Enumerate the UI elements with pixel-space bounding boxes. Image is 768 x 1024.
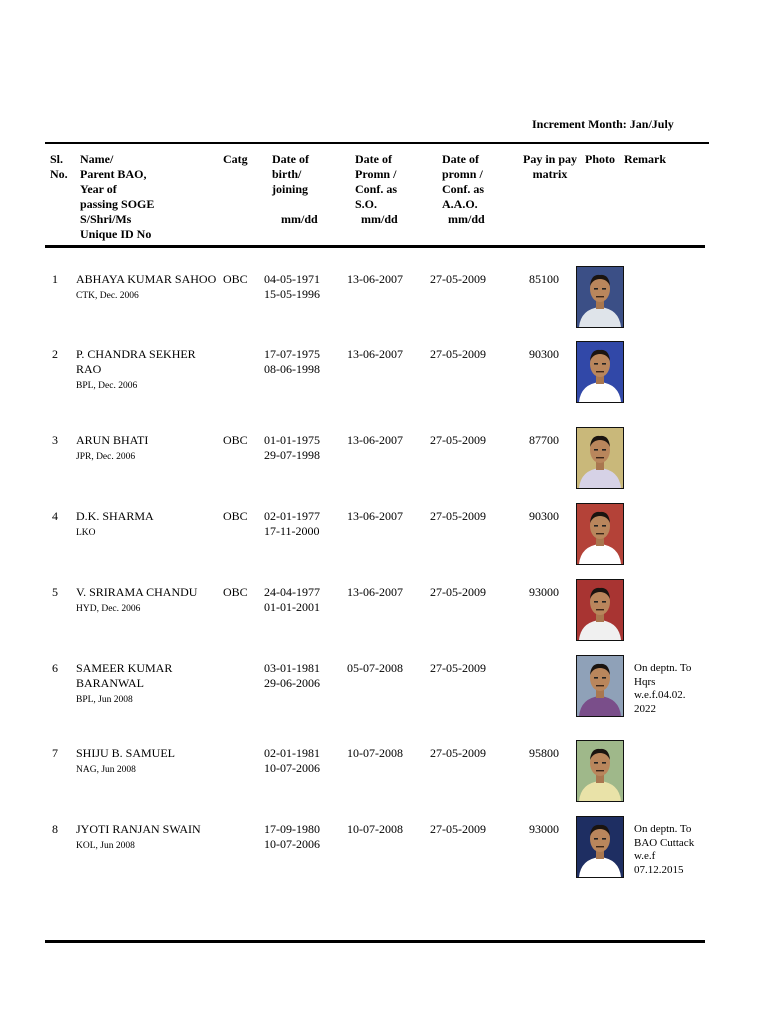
- row-sl-no: 4: [52, 509, 58, 523]
- row-sl-no: 6: [52, 661, 58, 675]
- officer-name: JYOTI RANJAN SWAIN: [76, 822, 201, 836]
- row-catg: OBC: [223, 272, 248, 286]
- row-sl-no: 7: [52, 746, 58, 760]
- row-dates: [264, 746, 320, 776]
- row-date-so: 13-06-2007: [347, 509, 403, 523]
- row-date-so: 05-07-2008: [347, 661, 403, 675]
- row-dates: [264, 585, 320, 615]
- header-catg: Catg: [223, 152, 248, 166]
- officer-photo: [576, 816, 624, 878]
- header-photo: Photo: [585, 152, 615, 166]
- row-dates: [264, 433, 320, 463]
- header-pay-matrix: Pay in pay matrix: [522, 152, 577, 181]
- header-sl-no: Sl. No.: [50, 152, 68, 181]
- header-date-promn-so: Date of Promn / Conf. as S.O. mm/dd: [355, 152, 398, 226]
- row-sl-no: 2: [52, 347, 58, 361]
- parent-bao: CTK, Dec. 2006: [76, 291, 139, 301]
- date-of-joining: 17-11-2000: [264, 524, 320, 538]
- date-of-joining: 10-07-2006: [264, 837, 320, 851]
- row-date-aao: 27-05-2009: [430, 433, 486, 447]
- officer-name: ARUN BHATI: [76, 433, 149, 447]
- officer-row: [0, 503, 768, 583]
- header-bottom-rule: [45, 245, 705, 248]
- header-top-rule: [45, 142, 709, 144]
- row-remark: On deptn. To BAO Cuttack w.e.f 07.12.2015: [634, 823, 695, 876]
- row-sl-no: 5: [52, 585, 58, 599]
- row-date-aao: 27-05-2009: [430, 822, 486, 836]
- row-dates: [264, 661, 320, 691]
- portrait-icon: [577, 428, 623, 488]
- officer-row: [0, 341, 768, 421]
- header-name: Name/ Parent BAO, Year of passing SOGE S/Shri/Ms Unique ID No: [80, 152, 155, 241]
- row-pay: 85100: [529, 272, 559, 286]
- officer-name: SAMEER KUMAR BARANWAL: [76, 661, 173, 690]
- date-of-joining: 10-07-2006: [264, 761, 320, 775]
- portrait-icon: [577, 342, 623, 402]
- parent-bao: KOL, Jun 2008: [76, 841, 135, 851]
- row-dates: [264, 822, 320, 852]
- officer-photo: [576, 341, 624, 403]
- date-of-birth: 02-01-1981: [264, 746, 320, 760]
- footer-rule: [45, 940, 705, 943]
- row-name-cell: [76, 272, 222, 304]
- row-date-so: 13-06-2007: [347, 585, 403, 599]
- officer-name: D.K. SHARMA: [76, 509, 154, 523]
- officer-row: [0, 266, 768, 346]
- date-of-joining: 15-05-1996: [264, 287, 320, 301]
- row-name-cell: [76, 585, 222, 617]
- parent-bao: LKO: [76, 528, 96, 538]
- date-of-birth: 17-07-1975: [264, 347, 320, 361]
- row-name-cell: [76, 433, 222, 465]
- row-date-aao: 27-05-2009: [430, 347, 486, 361]
- row-pay: 90300: [529, 509, 559, 523]
- officer-row: [0, 427, 768, 507]
- date-of-birth: 03-01-1981: [264, 661, 320, 675]
- row-sl-no: 8: [52, 822, 58, 836]
- row-name-cell: [76, 509, 222, 541]
- row-catg: OBC: [223, 509, 248, 523]
- officer-name: ABHAYA KUMAR SAHOO: [76, 272, 217, 286]
- date-of-joining: 01-01-2001: [264, 600, 320, 614]
- officer-photo: [576, 579, 624, 641]
- parent-bao: BPL, Jun 2008: [76, 695, 133, 705]
- parent-bao: BPL, Dec. 2006: [76, 381, 138, 391]
- date-of-birth: 24-04-1977: [264, 585, 320, 599]
- row-pay: 95800: [529, 746, 559, 760]
- row-pay: 87700: [529, 433, 559, 447]
- date-of-joining: 29-06-2006: [264, 676, 320, 690]
- portrait-icon: [577, 741, 623, 801]
- increment-month: Increment Month: Jan/July: [532, 117, 674, 131]
- officer-row: [0, 740, 768, 820]
- officer-photo: [576, 427, 624, 489]
- row-date-aao: 27-05-2009: [430, 661, 486, 675]
- portrait-icon: [577, 267, 623, 327]
- portrait-icon: [577, 504, 623, 564]
- row-date-so: 10-07-2008: [347, 746, 403, 760]
- officer-photo: [576, 266, 624, 328]
- portrait-icon: [577, 817, 623, 877]
- officer-row: [0, 579, 768, 659]
- row-pay: 93000: [529, 822, 559, 836]
- date-of-birth: 04-05-1971: [264, 272, 320, 286]
- officer-row: [0, 816, 768, 896]
- row-name-cell: [76, 347, 222, 394]
- date-of-birth: 02-01-1977: [264, 509, 320, 523]
- row-sl-no: 1: [52, 272, 58, 286]
- row-date-so: 13-06-2007: [347, 433, 403, 447]
- parent-bao: JPR, Dec. 2006: [76, 452, 136, 462]
- header-date-of-birth: Date of birth/ joining mm/dd: [272, 152, 318, 226]
- officer-name: V. SRIRAMA CHANDU: [76, 585, 198, 599]
- row-pay: 93000: [529, 585, 559, 599]
- officer-photo: [576, 655, 624, 717]
- row-catg: OBC: [223, 585, 248, 599]
- header-date-promn-aao: Date of promn / Conf. as A.A.O. mm/dd: [442, 152, 485, 226]
- row-date-aao: 27-05-2009: [430, 746, 486, 760]
- header-remark: Remark: [624, 152, 666, 166]
- row-dates: [264, 509, 320, 539]
- date-of-joining: 29-07-1998: [264, 448, 320, 462]
- row-pay: 90300: [529, 347, 559, 361]
- date-of-birth: 01-01-1975: [264, 433, 320, 447]
- officer-photo: [576, 503, 624, 565]
- portrait-icon: [577, 580, 623, 640]
- row-date-aao: 27-05-2009: [430, 272, 486, 286]
- row-name-cell: [76, 661, 222, 708]
- officer-row: [0, 655, 768, 735]
- row-name-cell: [76, 746, 222, 778]
- row-name-cell: [76, 822, 222, 854]
- portrait-icon: [577, 656, 623, 716]
- parent-bao: NAG, Jun 2008: [76, 765, 136, 775]
- row-remark: On deptn. To Hqrs w.e.f.04.02. 2022: [634, 662, 692, 715]
- row-date-aao: 27-05-2009: [430, 585, 486, 599]
- row-dates: [264, 272, 320, 302]
- row-date-so: 13-06-2007: [347, 347, 403, 361]
- row-dates: [264, 347, 320, 377]
- officer-name: P. CHANDRA SEKHER RAO: [76, 347, 196, 376]
- row-date-so: 10-07-2008: [347, 822, 403, 836]
- row-catg: OBC: [223, 433, 248, 447]
- row-date-so: 13-06-2007: [347, 272, 403, 286]
- row-date-aao: 27-05-2009: [430, 509, 486, 523]
- row-sl-no: 3: [52, 433, 58, 447]
- date-of-birth: 17-09-1980: [264, 822, 320, 836]
- parent-bao: HYD, Dec. 2006: [76, 604, 141, 614]
- date-of-joining: 08-06-1998: [264, 362, 320, 376]
- officer-photo: [576, 740, 624, 802]
- officer-name: SHIJU B. SAMUEL: [76, 746, 176, 760]
